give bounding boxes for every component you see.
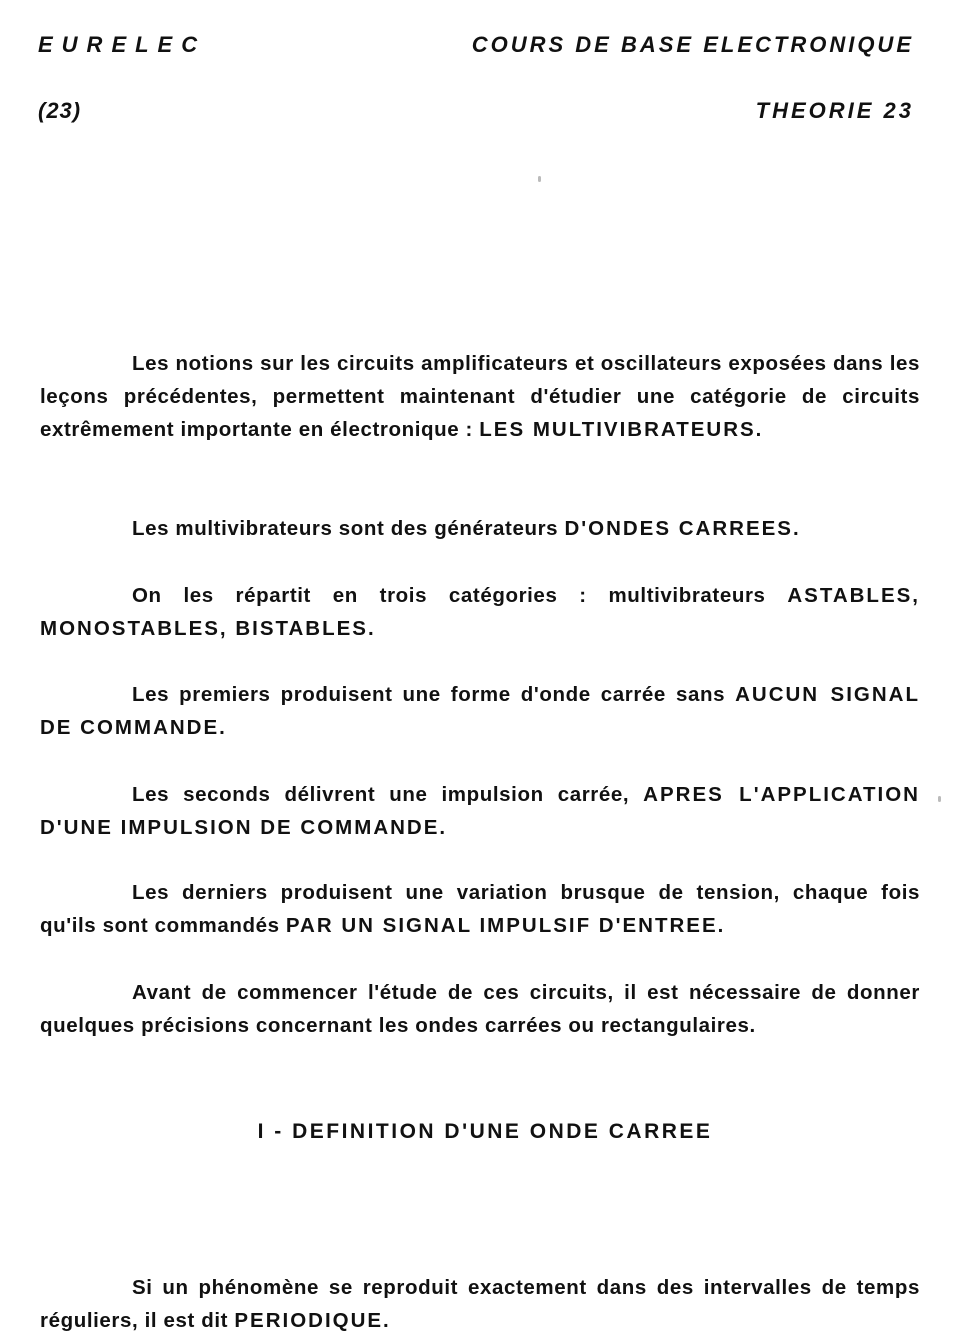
paragraph-intro [40,347,920,446]
section-heading: I - DEFINITION D'UNE ONDE CARREE [257,1120,713,1143]
paragraph-definition [40,512,920,545]
header-lesson-title: THEORIE 23 [755,98,914,123]
paragraph-periodic [40,1271,920,1337]
paragraph-text: Les seconds délivrent une impulsion carrée, [132,782,644,806]
paragraph-emphasis: LES MULTIVIBRATEURS. [479,417,764,441]
scan-speck [938,796,941,802]
paragraph-text: Les derniers produisent une variation brusque de tension, chaque fois qu'ils sont commandés [40,880,920,937]
paragraph-emphasis: D'ONDES CARREES. [564,516,801,540]
paragraph-monostable [40,778,920,844]
header-brand: EURELEC [38,32,207,57]
paragraph-emphasis: ASTABLES, MONOSTABLES, BISTABLES. [40,583,920,640]
paragraph-text: Si un phénomène se reproduit exactement dans des intervalles de temps réguliers, il est dit [40,1275,920,1332]
paragraph-emphasis: AUCUN SIGNAL DE COMMANDE. [40,682,920,739]
paragraph-transition [40,976,920,1042]
paragraph-bistable [40,876,920,942]
paragraph-emphasis: PERIODIQUE. [234,1308,391,1332]
scan-speck [538,176,541,182]
header-page-number: (23) [38,98,82,123]
paragraph-categories [40,579,920,645]
header-course-title: COURS DE BASE ELECTRONIQUE [471,32,914,57]
paragraph-text: On les répartit en trois catégories : multivibrateurs [132,583,788,607]
paragraph-emphasis: APRES L'APPLICATION D'UNE IMPULSION DE COMMANDE. [40,782,920,839]
paragraph-astable [40,678,920,744]
paragraph-emphasis: PAR UN SIGNAL IMPULSIF D'ENTREE. [285,913,726,937]
paragraph-text: Les multivibrateurs sont des générateurs [132,516,565,540]
paragraph-text: Les premiers produisent une forme d'onde carrée sans [132,682,736,706]
paragraph-text: Les notions sur les circuits amplificateurs et oscillateurs exposées dans les leçons précédentes, permettent maintenant d'étudier une catégorie de circuits extrêmement importante en électronique : [40,351,920,441]
paragraph-text: Avant de commencer l'étude de ces circuits, il est nécessaire de donner quelques précisions concernant les ondes carrées ou rectangulaires. [40,980,920,1037]
